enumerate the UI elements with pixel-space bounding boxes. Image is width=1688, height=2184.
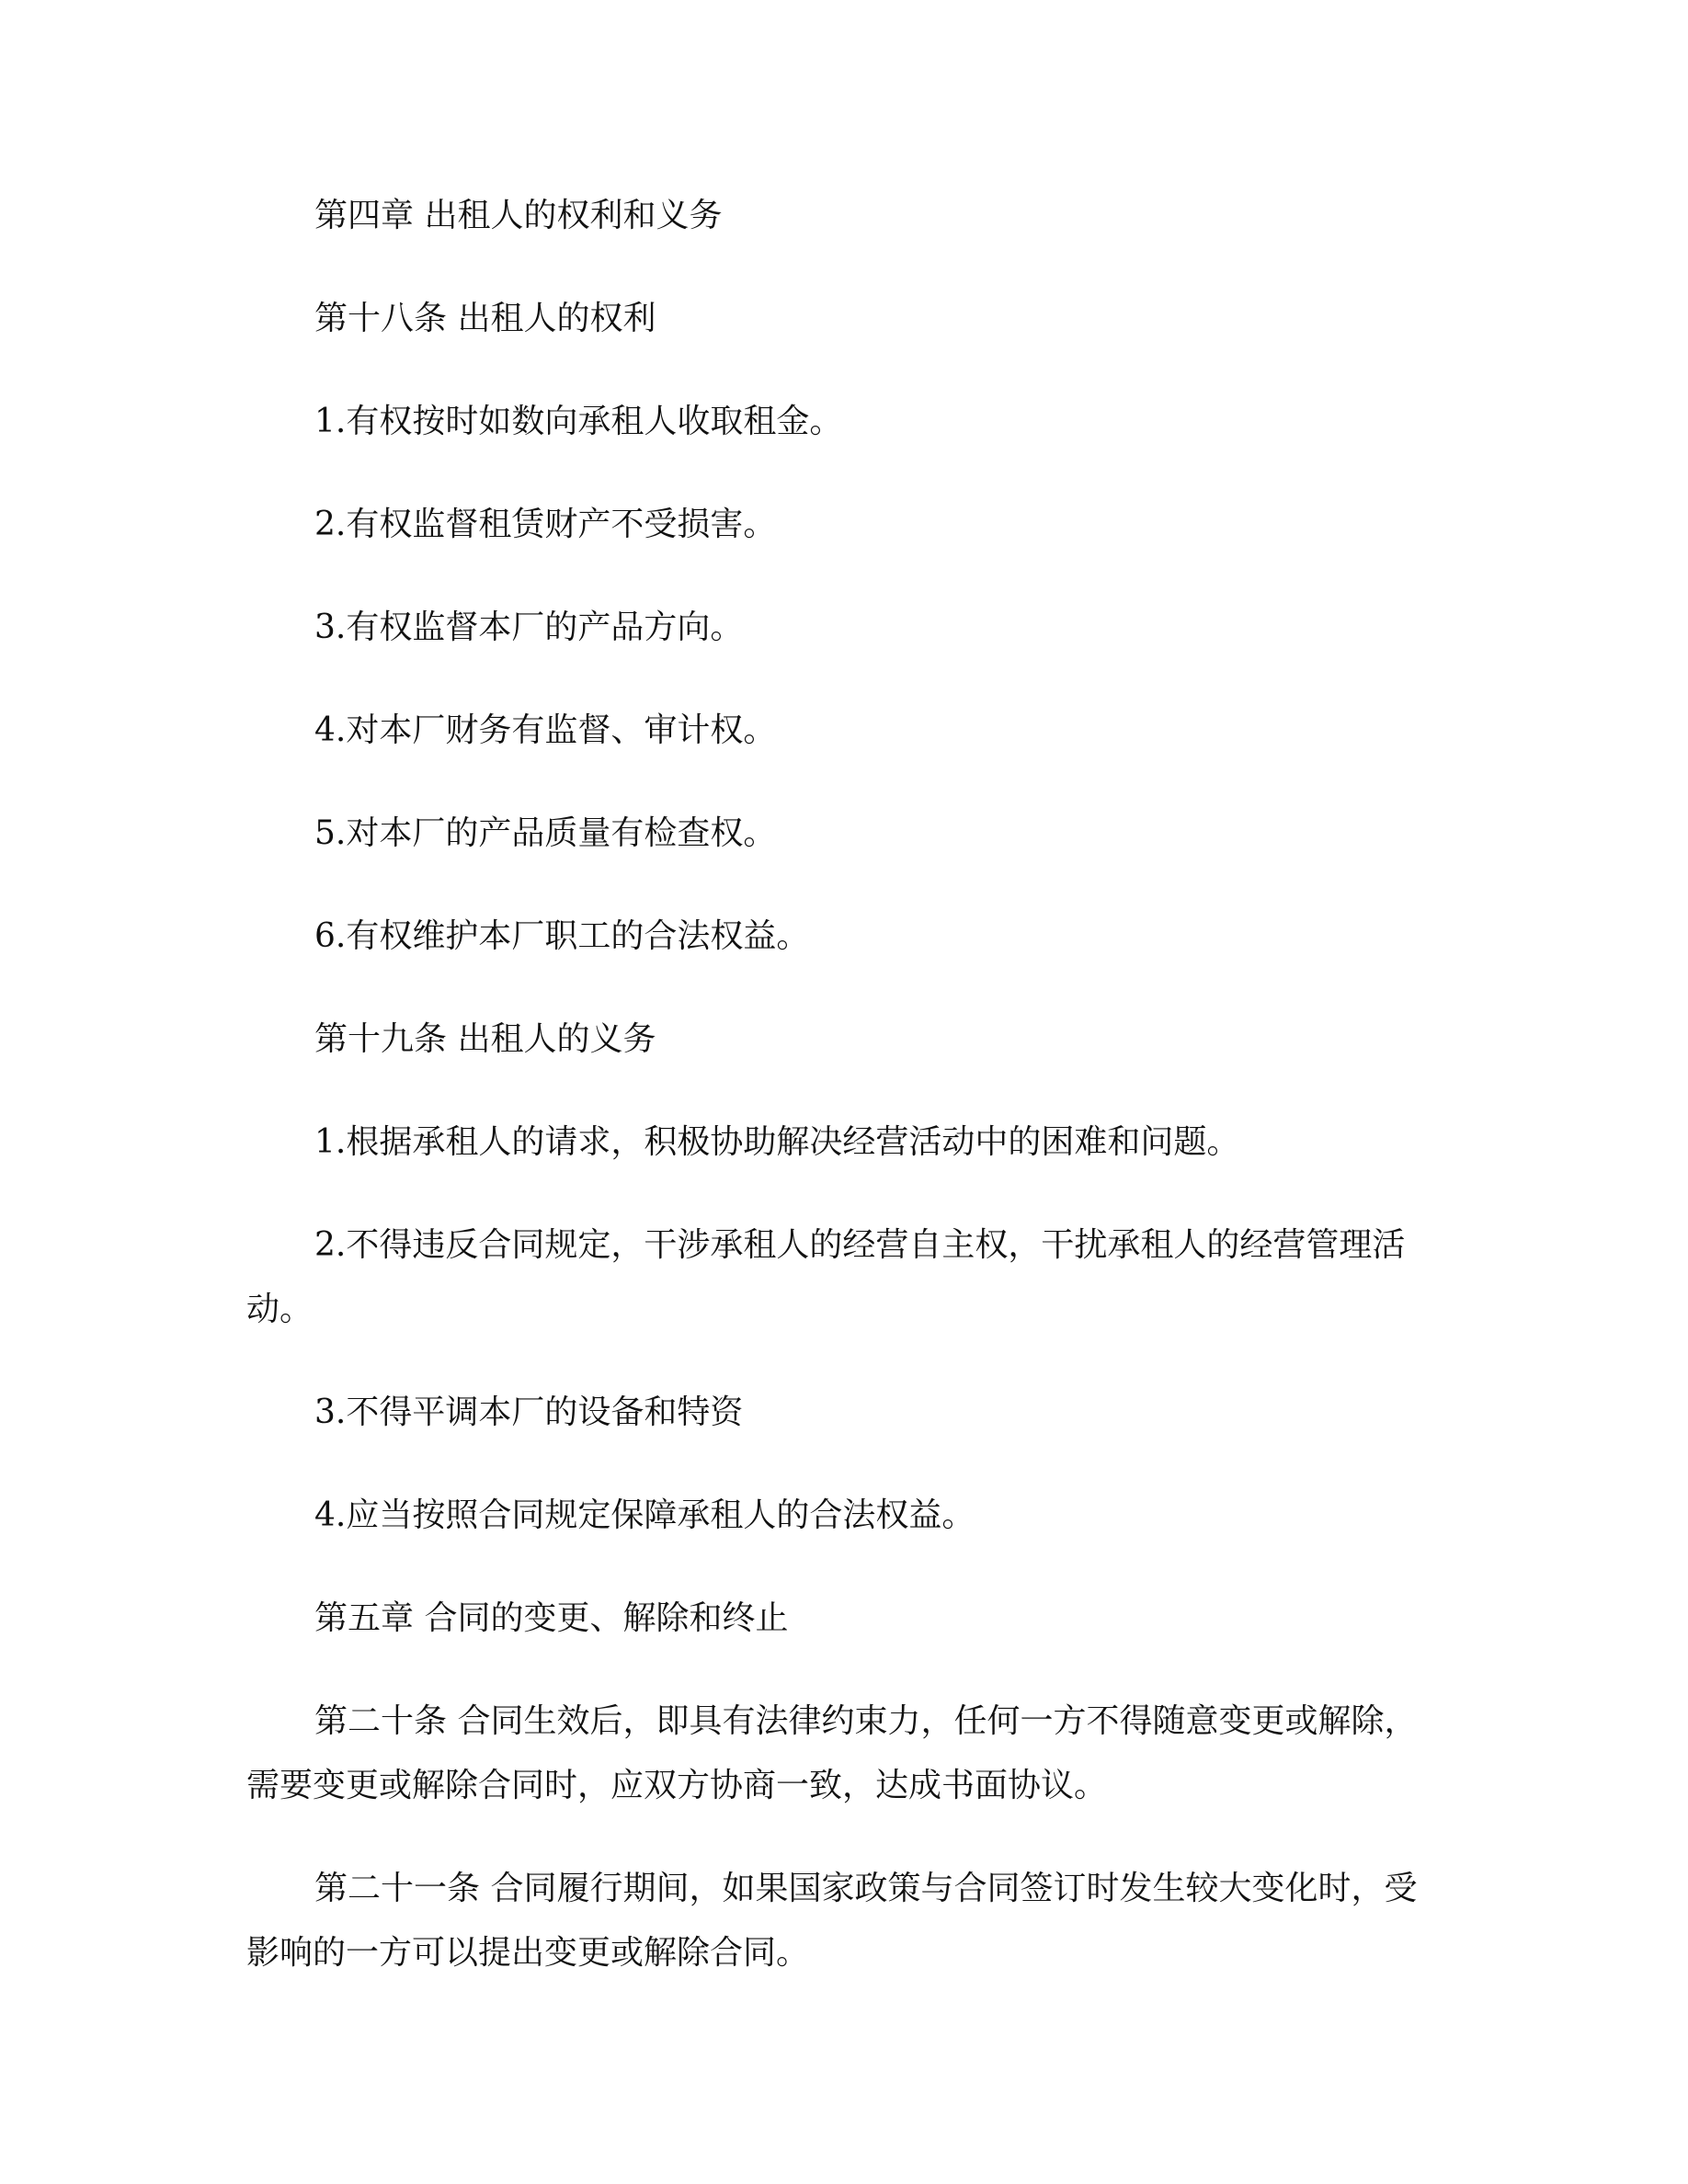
list-item: 3.不得平调本厂的设备和特资 <box>314 1393 744 1431</box>
chapter-heading: 第五章 合同的变更、解除和终止 <box>314 1599 789 1637</box>
article-paragraph: 第二十条 合同生效后，即具有法律约束力，任何一方不得随意变更或解除，需要变更或解除合同时，应双方协商一致，达成书面协议。 <box>246 1702 1418 1804</box>
list-item: 4.对本厂财务有监督、审计权。 <box>314 711 777 749</box>
list-item: 5.对本厂的产品质量有检查权。 <box>314 814 777 852</box>
list-item: 1.有权按时如数向承租人收取租金。 <box>314 403 843 440</box>
article-paragraph: 第二十一条 合同履行期间，如果国家政策与合同签订时发生较大变化时，受影响的一方可以提出变更或解除合同。 <box>246 1870 1418 1972</box>
chapter-heading: 第四章 出租人的权利和义务 <box>314 197 723 234</box>
list-item: 2.不得违反合同规定，干涉承租人的经营自主权，干扰承租人的经营管理活动。 <box>246 1226 1406 1328</box>
list-item: 3.有权监督本厂的产品方向。 <box>314 609 744 646</box>
list-item: 4.应当按照合同规定保障承租人的合法权益。 <box>314 1496 975 1534</box>
list-item: 6.有权维护本厂职工的合法权益。 <box>314 917 810 955</box>
document-body <box>246 184 1442 2024</box>
article-heading: 第十八条 出租人的权利 <box>314 300 656 337</box>
article-heading: 第十九条 出租人的义务 <box>314 1020 656 1058</box>
list-item: 1.根据承租人的请求，积极协助解决经营活动中的困难和问题。 <box>314 1123 1240 1161</box>
list-item: 2.有权监督租赁财产不受损害。 <box>314 506 777 543</box>
